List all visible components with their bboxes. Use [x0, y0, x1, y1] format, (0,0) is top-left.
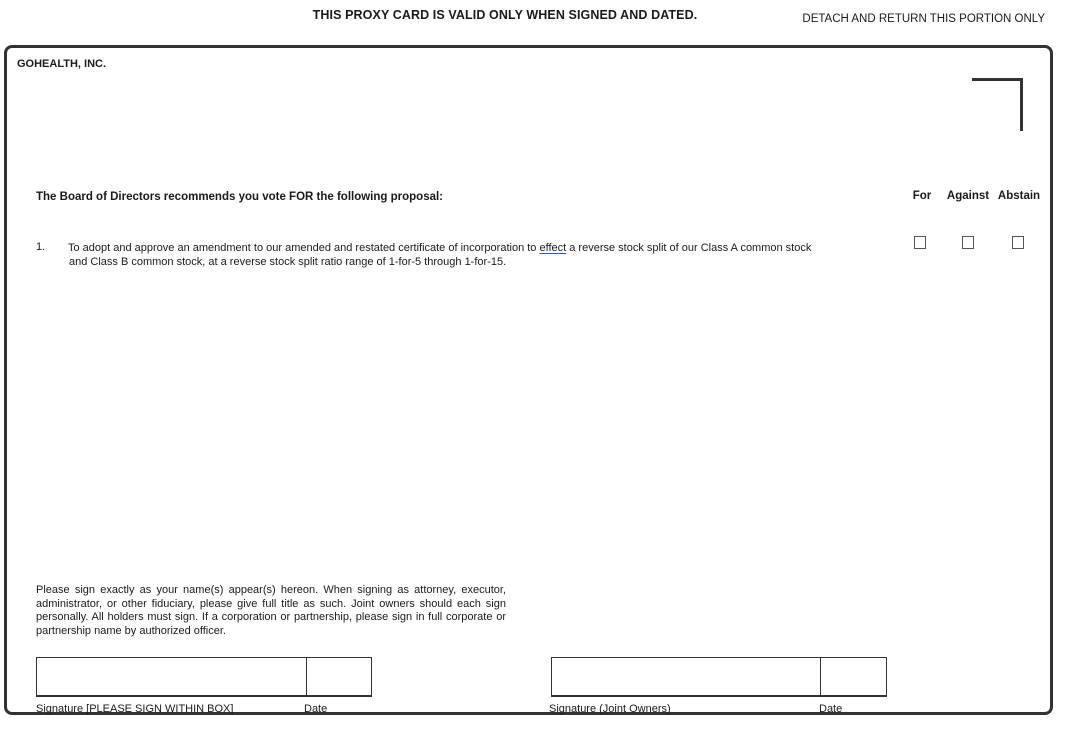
proposal-number: 1.	[36, 241, 46, 253]
joint-date-divider	[820, 657, 821, 697]
column-header-for: For	[912, 190, 932, 202]
proposal-line-1	[68, 241, 880, 255]
company-name: GOHEALTH, INC.	[17, 58, 107, 70]
joint-date-label: Date	[819, 703, 843, 715]
joint-signature-box[interactable]	[551, 657, 887, 697]
proposal-text-part: To adopt and approve an amendment to our amended and restated certificate of incorporation to	[68, 242, 540, 254]
corner-mark	[972, 78, 1023, 131]
proposal-text-part: a reverse stock split of our Class A common stock	[566, 242, 812, 254]
proposal-text	[68, 241, 880, 269]
detach-notice: DETACH AND RETURN THIS PORTION ONLY	[802, 13, 1045, 25]
vote-abstain-checkbox[interactable]	[1012, 236, 1024, 249]
primary-signature-box[interactable]	[36, 657, 372, 697]
primary-signature-label: Signature [PLEASE SIGN WITHIN BOX]	[36, 703, 234, 715]
joint-signature-label: Signature (Joint Owners)	[549, 703, 671, 715]
vote-for-checkbox[interactable]	[914, 236, 926, 249]
vote-against-checkbox[interactable]	[962, 236, 974, 249]
column-header-abstain: Abstain	[997, 190, 1041, 202]
validity-notice: THIS PROXY CARD IS VALID ONLY WHEN SIGNED AND DATED.	[312, 8, 698, 22]
primary-date-divider	[306, 657, 307, 697]
signing-instructions: Please sign exactly as your name(s) appear(s) hereon. When signing as attorney, executor, administrator, or other fiduciary, please give full title as such. Joint owners should each sign personally. All holders must sign. If a corporation or partnership, please sign in full corporate or partnership name by authorized officer.	[36, 584, 506, 637]
board-recommendation: The Board of Directors recommends you vote FOR the following proposal:	[36, 191, 444, 203]
primary-date-label: Date	[304, 703, 328, 715]
proposal-text-underlined: effect	[539, 242, 567, 254]
column-header-against: Against	[946, 190, 990, 202]
proposal-line-2: and Class B common stock, at a reverse stock split ratio range of 1-for-5 through 1-for-15.	[69, 256, 507, 268]
